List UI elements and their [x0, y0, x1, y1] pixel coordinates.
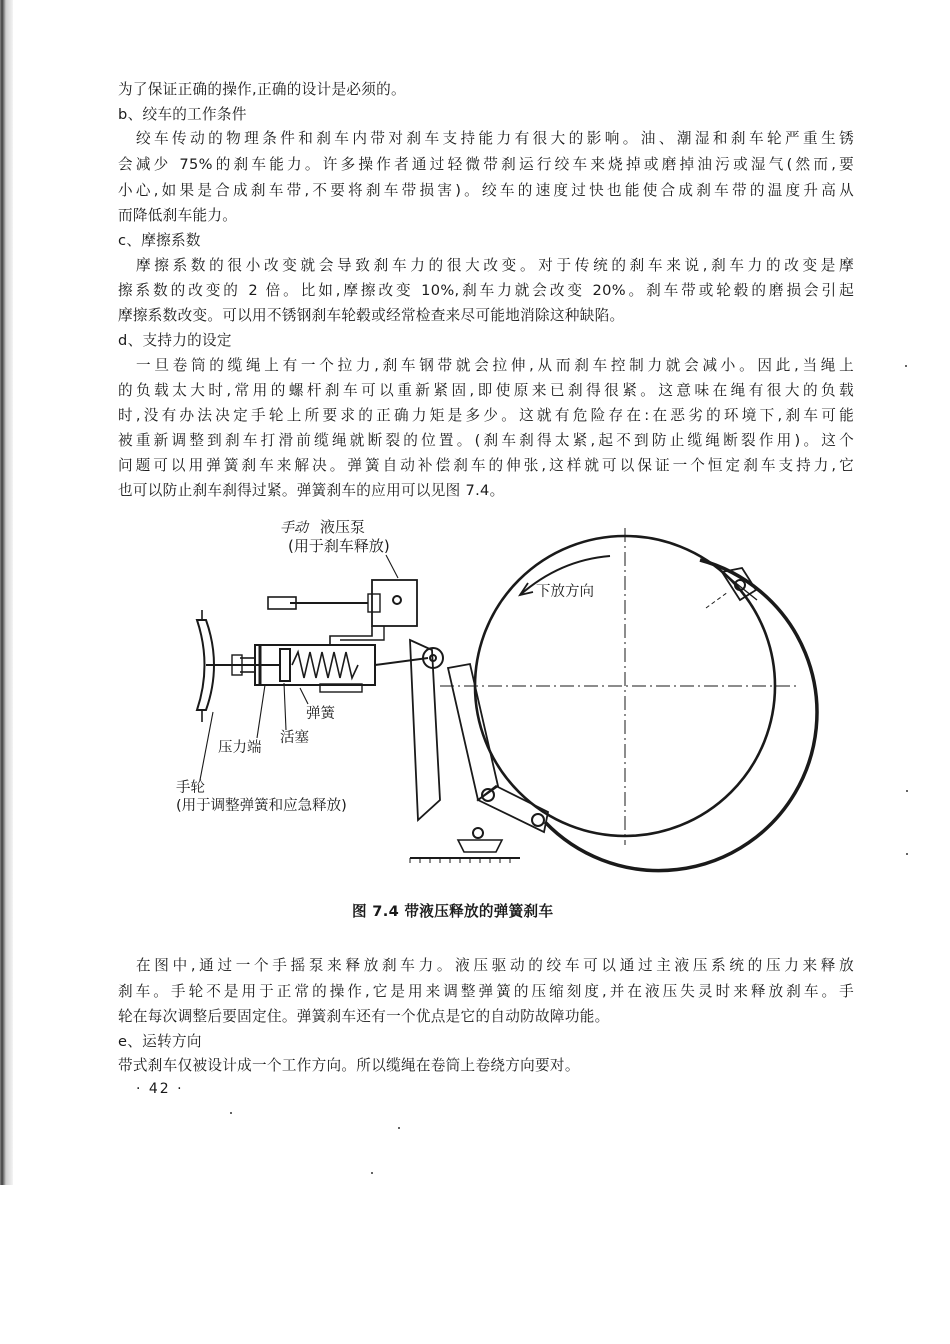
section-b-heading: b、绞车的工作条件	[118, 106, 247, 123]
section-b-line: 小心,如果是合成刹车带,不要将刹车带损害)。绞车的速度过快也能使合成刹车带的温度升高从	[118, 182, 854, 199]
section-e-heading: e、运转方向	[118, 1033, 202, 1050]
section-d-line: 时,没有办法决定手轮上所要求的正确力矩是多少。这就有危险存在:在恶劣的环境下,刹车可能	[118, 407, 854, 424]
section-b-line: 而降低刹车能力。	[118, 207, 238, 224]
scan-speck	[906, 853, 908, 855]
label-handwheel-note: (用于调整弹簧和应急释放)	[176, 798, 347, 814]
label-pump-note: (用于刹车释放)	[288, 537, 390, 555]
section-c-line: 摩擦系数的很小改变就会导致刹车力的很大改变。对于传统的刹车来说,刹车力的改变是摩	[136, 257, 854, 274]
page-number: · 42 ·	[136, 1081, 184, 1097]
figure-caption: 图 7.4 带液压释放的弹簧刹车	[352, 903, 554, 920]
label-pump: 液压泵	[320, 518, 366, 536]
section-d-line: 一旦卷筒的缆绳上有一个拉力,刹车钢带就会拉伸,从而刹车控制力就会减小。因此,当绳上	[136, 357, 854, 374]
section-c-line: 擦系数的改变的 2 倍。比如,摩擦改变 10%,刹车力就会改变 20%。刹车带或轮毂的磨损会引起	[118, 282, 854, 299]
piston	[280, 649, 290, 681]
section-d-line: 问题可以用弹簧刹车来解决。弹簧自动补偿刹车的伸张,这样就可以保证一个恒定刹车支持力,它	[118, 457, 854, 474]
section-d-heading: d、支持力的设定	[118, 332, 232, 349]
section-d-line: 被重新调整到刹车打滑前缆绳就断裂的位置。(刹车刹得太紧,起不到防止缆绳断裂作用)。这个	[118, 432, 854, 449]
section-d-line: 的负载太大时,常用的螺杆刹车可以重新紧固,即使原来已刹得很紧。这意味在绳有很大的负载	[118, 382, 854, 399]
scan-speck	[906, 790, 908, 792]
intro-line: 为了保证正确的操作,正确的设计是必须的。	[118, 81, 406, 98]
section-e-line: 带式刹车仅被设计成一个工作方向。所以缆绳在卷筒上卷绕方向要对。	[118, 1057, 580, 1074]
after-figure-line: 在图中,通过一个手摇泵来释放刹车力。液压驱动的绞车可以通过主液压系统的压力来释放	[136, 957, 854, 974]
scan-speck	[398, 1127, 400, 1129]
scan-speck	[905, 365, 907, 367]
label-pump-handwritten: 手动	[280, 520, 308, 536]
section-c-heading: c、摩擦系数	[118, 232, 201, 249]
spring	[292, 652, 358, 678]
label-pressure-end: 压力端	[218, 740, 262, 756]
scan-speck	[371, 1172, 373, 1174]
section-c-line: 摩擦系数改变。可以用不锈钢刹车轮毂或经常检查来尽可能地消除这种缺陷。	[118, 307, 625, 324]
section-d-line: 也可以防止刹车刹得过紧。弹簧刹车的应用可以见图 7.4。	[118, 482, 505, 499]
label-direction: 下放方向	[536, 584, 594, 600]
label-spring: 弹簧	[306, 706, 335, 722]
scan-speck	[230, 1112, 232, 1114]
section-b-line: 会减少 75%的刹车能力。许多操作者通过轻微带刹运行绞车来烧掉或磨掉油污或湿气(然而,要	[118, 156, 854, 173]
section-b-line: 绞车传动的物理条件和刹车内带对刹车支持能力有很大的影响。油、潮湿和刹车轮严重生锈	[136, 130, 854, 147]
after-figure-line: 轮在每次调整后要固定住。弹簧刹车还有一个优点是它的自动防故障功能。	[118, 1008, 610, 1025]
after-figure-line: 刹车。手轮不是用于正常的操作,它是用来调整弹簧的压缩刻度,并在液压失灵时来释放刹车。手	[118, 983, 854, 1000]
label-handwheel: 手轮	[176, 780, 205, 796]
figure-spring-brake	[176, 515, 800, 870]
label-piston: 活塞	[280, 730, 309, 746]
